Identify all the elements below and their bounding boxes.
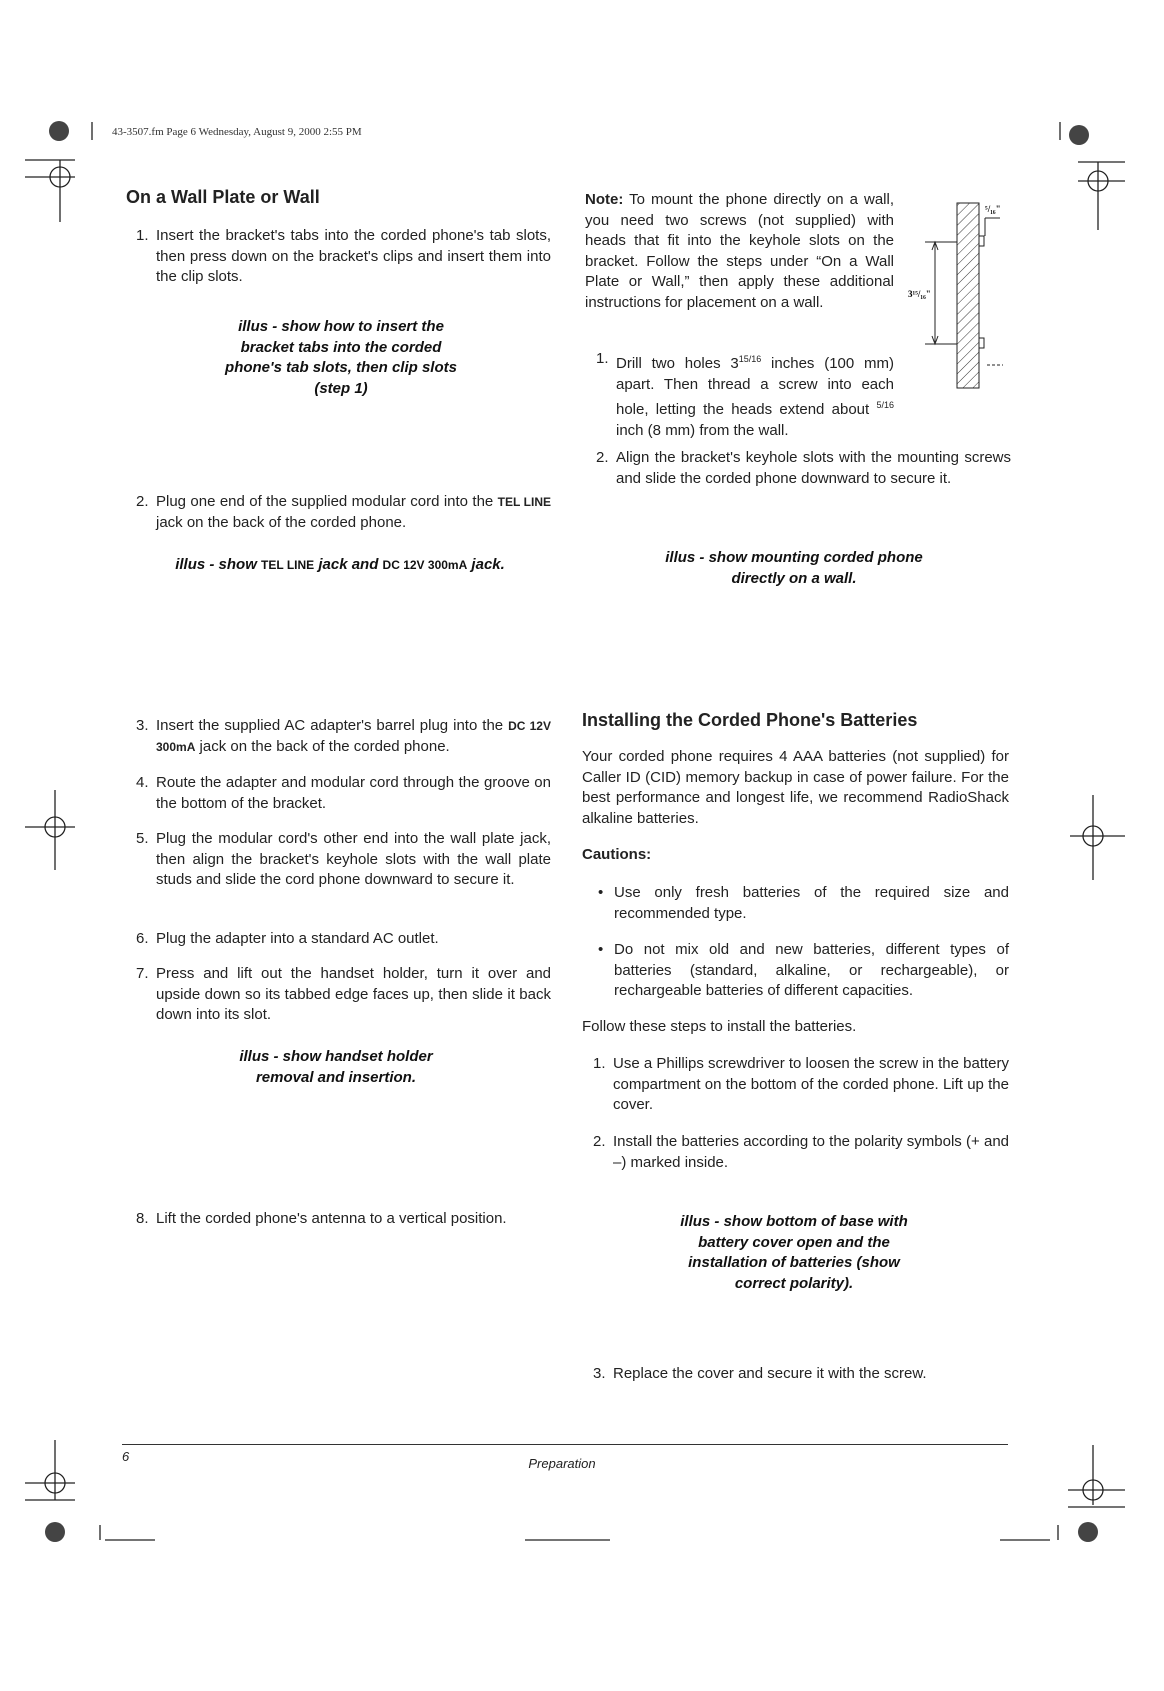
step-text	[156, 716, 551, 757]
battery-step-2	[593, 1132, 1009, 1173]
step-number: 2.	[593, 1133, 606, 1150]
depth-dimension-label: ⁵/₁₆"	[985, 204, 1001, 214]
text: jack on the back of the corded phone.	[156, 513, 407, 531]
wall-section	[957, 203, 979, 388]
cautions-label: Cautions:	[582, 846, 652, 863]
fraction: 15/16	[738, 354, 762, 364]
text: inches (100 mm) apart. Then thread a screw into each hole, letting the heads extend about	[616, 355, 894, 418]
wall-mount-note	[585, 190, 894, 313]
illustration-placeholder-batteries: illus - show bottom of base with battery cover open and the installation of batteries (show correct polarity).	[680, 1213, 908, 1292]
step-number: 3.	[136, 717, 149, 734]
illustration-placeholder-3: illus - show handset holder removal and insertion.	[239, 1048, 433, 1086]
step-number: 8.	[136, 1210, 149, 1227]
text: jack and	[314, 556, 383, 573]
step-text: Plug the adapter into a standard AC outlet.	[156, 930, 439, 947]
wall-step-1	[596, 349, 894, 441]
step-number: 1.	[593, 1055, 606, 1072]
text: jack.	[467, 556, 505, 573]
step-number: 2.	[596, 449, 609, 466]
text: DC 12V 300mA	[382, 558, 468, 572]
step-text: Press and lift out the handset holder, turn it over and upside down so its tabbed edge faces up, then slide it back down into its slot.	[156, 965, 551, 1023]
illustration-placeholder-2	[170, 555, 510, 576]
step-1	[136, 226, 551, 288]
step-text: Replace the cover and secure it with the screw.	[613, 1365, 927, 1382]
step-text	[616, 349, 894, 441]
step-text: Lift the corded phone's antenna to a vertical position.	[156, 1210, 507, 1227]
caution-text: Use only fresh batteries of the required size and recommended type.	[614, 884, 1009, 922]
step-3	[136, 716, 551, 757]
note-label: Note:	[585, 191, 624, 208]
footer-rule	[122, 1444, 1008, 1445]
step-6	[136, 929, 551, 950]
file-info-header: 43-3507.fm Page 6 Wednesday, August 9, 2000 2:55 PM	[112, 126, 362, 138]
step-text: Plug the modular cord's other end into the wall plate jack, then align the bracket's keyhole slots with the wall plate studs and slide the cord phone downward to secure it.	[156, 830, 551, 888]
bullet: •	[598, 941, 604, 958]
note-text: To mount the phone directly on a wall, you need two screws (not supplied) with heads that fit into the keyhole slots on the bracket. Follow the steps under “On a Wall Plate or Wall,” then apply these additional instructions for placement on a wall.	[585, 191, 894, 311]
text: inch (8 mm) from the wall.	[616, 421, 789, 439]
dc-jack-label: DC 12V 300mA	[156, 719, 551, 754]
step-number: 4.	[136, 774, 149, 791]
screw-spacing-diagram	[905, 198, 1005, 393]
step-7	[136, 964, 551, 1026]
illustration-placeholder-1: illus - show how to insert the bracket tabs into the corded phone's tab slots, then clip slots (step 1)	[225, 318, 457, 397]
step-text: Use a Phillips screwdriver to loosen the screw in the battery compartment on the bottom of the corded phone. Lift up the cover.	[613, 1055, 1010, 1113]
follow-steps-text: Follow these steps to install the batteries.	[582, 1018, 857, 1035]
step-number: 2.	[136, 493, 149, 510]
section-heading-wall-plate: On a Wall Plate or Wall	[126, 187, 320, 207]
step-text: Route the adapter and modular cord through the groove on the bottom of the bracket.	[156, 774, 551, 812]
step-text: Install the batteries according to the polarity symbols (+ and –) marked inside.	[613, 1133, 1009, 1171]
fraction: 5/16	[876, 400, 894, 410]
step-number: 7.	[136, 965, 149, 982]
step-number: 3.	[593, 1365, 606, 1382]
step-5	[136, 829, 551, 891]
section-heading-batteries: Installing the Corded Phone's Batteries	[582, 710, 918, 730]
text: TEL LINE	[261, 558, 315, 572]
text: jack on the back of the corded phone.	[195, 737, 450, 755]
step-number: 1.	[596, 350, 609, 367]
caution-text: Do not mix old and new batteries, different types of batteries (standard, alkaline, or rechargeable), or rechargeable batteries of different capacities.	[614, 941, 1009, 999]
text: illus - show	[175, 556, 262, 573]
text: Plug one end of the supplied modular cord into the	[156, 493, 498, 510]
wall-step-2	[596, 448, 1011, 489]
caution-item	[598, 883, 1009, 924]
color-bar-icon	[49, 121, 69, 141]
step-4	[136, 773, 551, 814]
page-number: 6	[122, 1449, 130, 1464]
step-number: 5.	[136, 830, 149, 847]
step-text: Insert the bracket's tabs into the corded phone's tab slots, then press down on the bracket's clips and insert them into the clip slots.	[156, 227, 551, 285]
footer-section-title: Preparation	[528, 1456, 596, 1471]
text: Drill two holes 3	[616, 355, 739, 372]
caution-item	[598, 940, 1009, 1002]
batteries-intro: Your corded phone requires 4 AAA batteries (not supplied) for Caller ID (CID) memory backup in case of power failure. For the best performance and longest life, we recommend RadioShack alkaline batteries.	[582, 748, 1009, 827]
tel-line-label: TEL LINE	[497, 495, 551, 509]
battery-step-3	[593, 1364, 1009, 1385]
step-text	[156, 492, 551, 533]
step-2	[136, 492, 551, 533]
text: Insert the supplied AC adapter's barrel plug into the	[156, 717, 509, 734]
illustration-placeholder-wall: illus - show mounting corded phone directly on a wall.	[665, 549, 923, 587]
spacing-dimension-label: 3¹⁵/₁₆"	[908, 289, 931, 299]
step-text: Align the bracket's keyhole slots with the mounting screws and slide the corded phone downward to secure it.	[616, 449, 1011, 487]
step-8	[136, 1209, 576, 1230]
bullet: •	[598, 884, 604, 901]
step-number: 1.	[136, 227, 149, 244]
battery-step-1	[593, 1054, 1009, 1116]
step-number: 6.	[136, 930, 149, 947]
